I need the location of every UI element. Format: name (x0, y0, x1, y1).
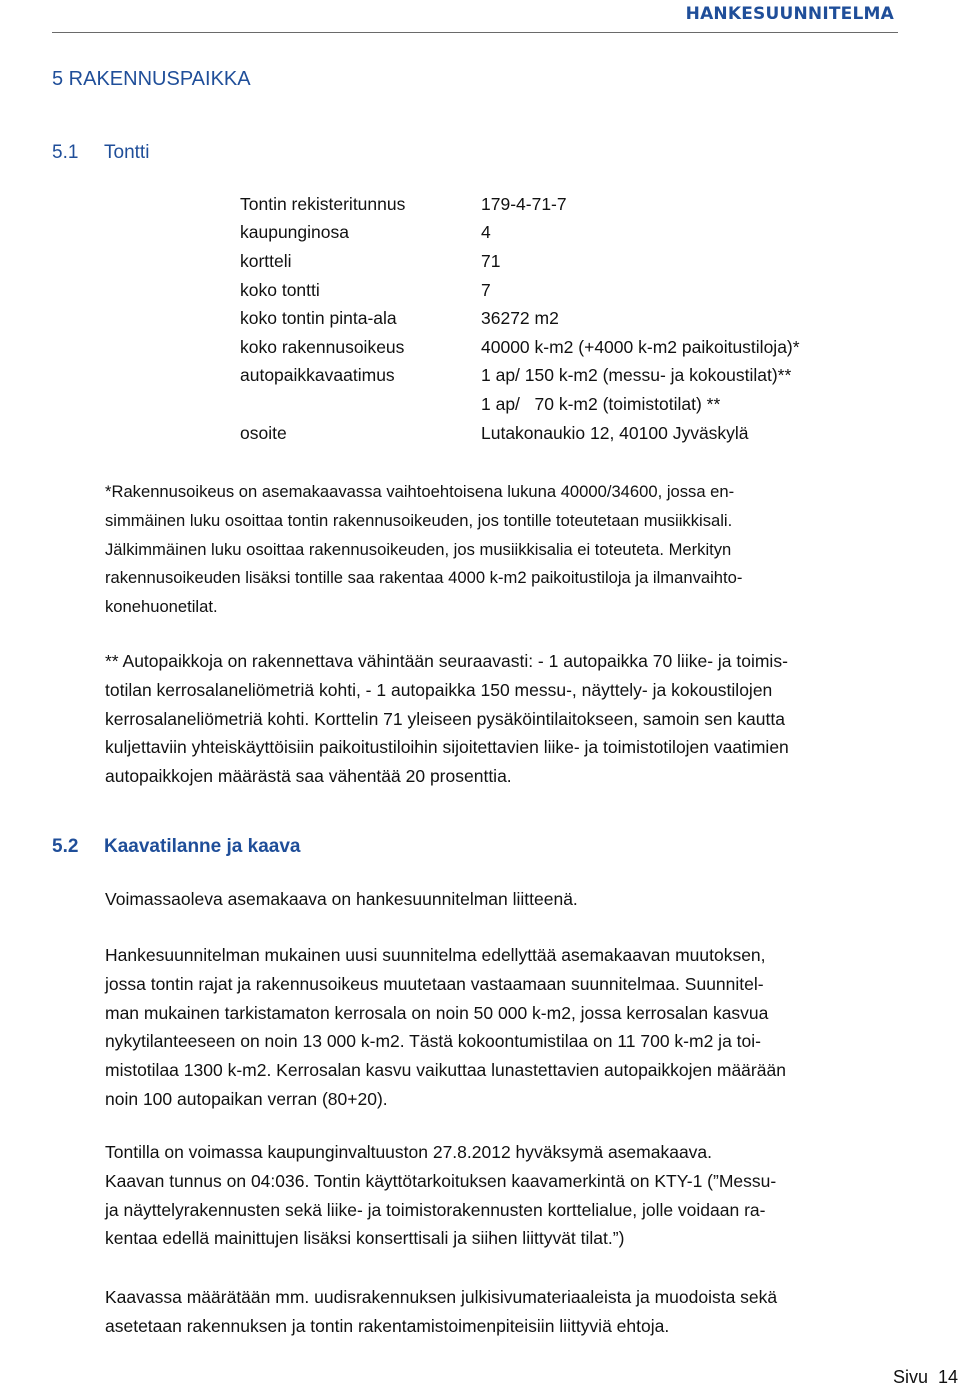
plot-table-row (240, 304, 800, 333)
text-line: Voimassaoleva asemakaava on hankesuunnitelman liitteenä. (105, 889, 578, 909)
text-line: ** Autopaikkoja on rakennettava vähintään seuraavasti: - 1 autopaikka 70 liike- ja toimis- (105, 651, 788, 671)
plot-table-row (240, 362, 800, 391)
plot-field-value: 71 (481, 250, 501, 271)
rights-footnote (105, 478, 905, 622)
plot-field-value: 36272 m2 (481, 308, 559, 329)
plot-field-value: 40000 k-m2 (+4000 k-m2 paikoitustiloja)* (481, 336, 800, 357)
subsection-heading-kaava (52, 836, 300, 858)
plot-field-value: 1 ap/ 150 k-m2 (messu- ja kokoustilat)** (481, 365, 792, 386)
text-line: mistotilaa 1300 k-m2. Kerrosalan kasvu vaikuttaa lunastettavien autopaikkojen määrään (105, 1060, 786, 1081)
text-line: autopaikkojen määrästä saa vähentää 20 prosenttia. (105, 766, 512, 787)
plot-table-row (240, 247, 800, 276)
text-line: ja näyttelyrakennusten sekä liike- ja toimistorakennusten korttelialue, jolle voidaan ra- (105, 1199, 766, 1220)
subsection-number: 5.2 (52, 836, 79, 857)
plot-info-table (240, 190, 800, 447)
plot-field-value: 1 ap/ 70 k-m2 (toimistotilat) ** (481, 393, 721, 414)
parking-footnote (105, 647, 905, 791)
document-header-title: HANKESUUNNITELMA (685, 4, 894, 24)
plot-field-label: koko rakennusoikeus (240, 336, 405, 357)
text-line: jossa tontin rajat ja rakennusoikeus muutetaan vastaamaan suunnitelmaa. Suunnitel- (105, 973, 764, 994)
text-line: konehuonetilat. (105, 597, 218, 617)
text-line: man mukainen tarkistamaton kerrosala on noin 50 000 k-m2, jossa kerrosalan kasvua (105, 1002, 769, 1023)
plot-field-label: koko tontti (240, 279, 320, 300)
plot-field-value: 7 (481, 279, 491, 300)
section-heading: 5 RAKENNUSPAIKKA (52, 68, 251, 90)
text-line: simmäinen luku osoittaa tontin rakennusoikeuden, jos tontille toteutetaan musiikkisali. (105, 510, 733, 530)
text-line: kentaa edellä mainittujen lisäksi konserttisali ja siihen liittyvät tilat.”) (105, 1228, 625, 1249)
header-divider (52, 32, 898, 33)
text-line: Jälkimmäinen luku osoittaa rakennusoikeuden, jos musiikkisalia ei toteuteta. Merkityn (105, 539, 732, 559)
subsection-heading-tontti (52, 142, 149, 164)
plot-field-value: Lutakonaukio 12, 40100 Jyväskylä (481, 422, 749, 443)
subsection-title: Kaavatilanne ja kaava (104, 836, 301, 857)
plot-table-row (240, 390, 800, 419)
plot-field-value: 179-4-71-7 (481, 193, 567, 214)
current-plan-paragraph (105, 1138, 905, 1253)
page-label: Sivu (892, 1367, 928, 1387)
text-line: kerrosalaneliömetriä kohti. Korttelin 71 yleiseen pysäköintilaitokseen, samoin sen kautta (105, 708, 785, 729)
text-line: nykytilanteeseen on noin 13 000 k-m2. Tästä kokoontumistilaa on 11 700 k-m2 ja toi- (105, 1031, 761, 1052)
plot-table-row (240, 276, 800, 305)
page-number-value: 14 (937, 1367, 958, 1387)
text-line: asetetaan rakennuksen ja tontin rakentamistoimenpiteisiin liittyviä ehtoja. (105, 1315, 670, 1336)
text-line: kuljettaviin yhteiskäyttöisiin paikoitustiloihin sijoitettavien liike- ja toimistotilojen vaatimien (105, 737, 789, 758)
text-line: Tontilla on voimassa kaupunginvaltuuston 27.8.2012 hyväksymä asemakaava. (105, 1142, 713, 1162)
plot-field-label: osoite (240, 422, 287, 443)
plan-attachment-paragraph (105, 885, 905, 914)
plan-change-paragraph (105, 941, 905, 1114)
plot-field-label: Tontin rekisteritunnus (240, 193, 406, 214)
plan-regulations-paragraph (105, 1283, 905, 1341)
plot-table-row (240, 190, 800, 219)
text-line: totilan kerrosalaneliömetriä kohti, - 1 autopaikka 150 messu-, näyttely- ja kokoustilojen (105, 679, 773, 700)
plot-field-label: kortteli (240, 250, 292, 271)
plot-table-row (240, 333, 800, 362)
text-line: Hankesuunnitelman mukainen uusi suunnitelma edellyttää asemakaavan muutoksen, (105, 945, 766, 965)
subsection-number: 5.1 (52, 142, 79, 163)
plot-field-label (240, 390, 481, 419)
text-line: noin 100 autopaikan verran (80+20). (105, 1088, 388, 1109)
subsection-title: Tontti (104, 142, 150, 163)
page-number (893, 1367, 958, 1388)
text-line: *Rakennusoikeus on asemakaavassa vaihtoehtoisena lukuna 40000/34600, jossa en- (105, 482, 735, 501)
plot-field-label: kaupunginosa (240, 222, 349, 243)
plot-field-value: 4 (481, 222, 491, 243)
plot-field-label: autopaikkavaatimus (240, 365, 395, 386)
text-line: Kaavan tunnus on 04:036. Tontin käyttötarkoituksen kaavamerkintä on KTY-1 (”Messu- (105, 1170, 777, 1191)
text-line: Kaavassa määrätään mm. uudisrakennuksen julkisivumateriaaleista ja muodoista sekä (105, 1287, 778, 1307)
plot-field-label: koko tontin pinta-ala (240, 308, 397, 329)
plot-table-row (240, 219, 800, 248)
plot-table-row (240, 419, 800, 448)
text-line: rakennusoikeuden lisäksi tontille saa rakentaa 4000 k-m2 paikoitustiloja ja ilmanvaihto- (105, 568, 743, 588)
